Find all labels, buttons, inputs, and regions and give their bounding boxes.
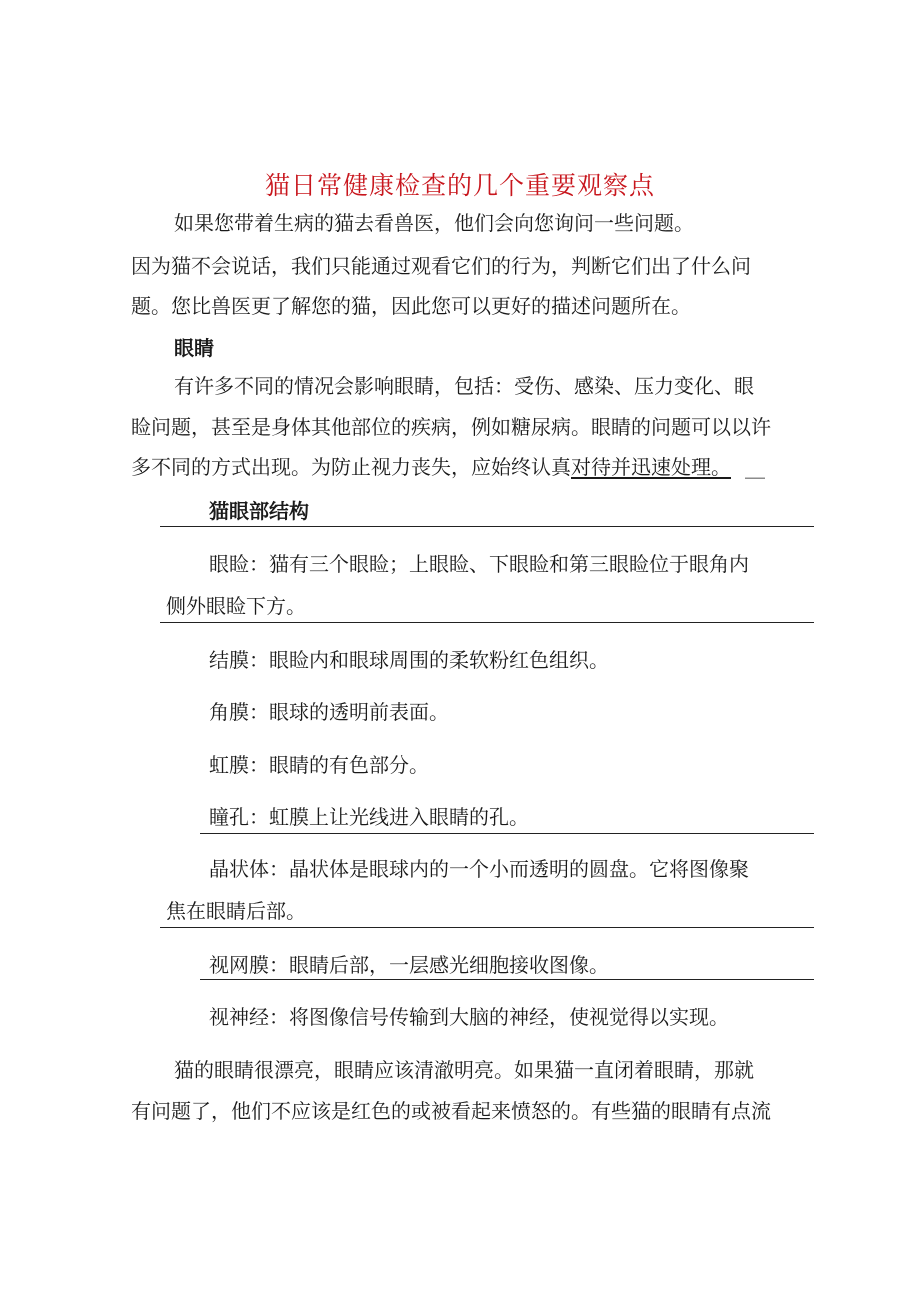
eyes-para-line-3 [131,453,765,481]
cornea-line: 角膜：眼球的透明前表面。 [209,700,449,724]
retina-line: 视网膜：眼睛后部，一层感光细胞接收图像。 [209,953,609,977]
table-rule [200,833,814,834]
eyes-para-line-3-text: 多不同的方式出现。为防止视力丧失，应始终认真 [131,455,571,479]
eyelid-line-2: 侧外眼睑下方。 [166,594,306,618]
table-rule [200,979,814,980]
table-rule [160,526,814,527]
closing-line-2: 有问题了，他们不应该是红色的或被看起来愤怒的。有些猫的眼睛有点流 [131,1099,771,1123]
conjunctiva-line: 结膜：眼睑内和眼球周围的柔软粉红色组织。 [209,648,609,672]
lens-line-1: 晶状体：晶状体是眼球内的一个小而透明的圆盘。它将图像聚 [209,857,749,881]
document-title: 猫日常健康检查的几个重要观察点 [264,171,655,200]
eyes-heading: 眼睛 [174,336,214,360]
eyes-para-line-1: 有许多不同的情况会影响眼睛，包括：受伤、感染、压力变化、眼 [174,374,754,398]
eyelid-line-1: 眼睑：猫有三个眼睑；上眼睑、下眼睑和第三眼睑位于眼角内 [209,552,749,576]
intro-line-2: 因为猫不会说话，我们只能通过观看它们的行为，判断它们出了什么问 [131,254,751,278]
structure-heading: 猫眼部结构 [209,499,309,523]
eyes-para-underlined-text: 对待并迅速处理。 [571,455,731,479]
closing-line-1: 猫的眼睛很漂亮，眼睛应该清澈明亮。如果猫一直闭着眼睛，那就 [174,1058,754,1082]
intro-line-1: 如果您带着生病的猫去看兽医，他们会向您询问一些问题。 [174,211,694,235]
table-rule [160,622,814,623]
lens-line-2: 焦在眼睛后部。 [166,899,306,923]
eyes-para-line-2: 睑问题，甚至是身体其他部位的疾病，例如糖尿病。眼睛的问题可以以许 [131,415,771,439]
optic-nerve-line: 视神经：将图像信号传输到大脑的神经，使视觉得以实现。 [209,1005,729,1029]
eyes-para-trailing-rule: __ [745,455,765,479]
intro-line-3: 题。您比兽医更了解您的猫，因此您可以更好的描述问题所在。 [131,294,691,318]
iris-line: 虹膜：眼睛的有色部分。 [209,753,429,777]
table-rule [160,927,814,928]
pupil-line: 瞳孔：虹膜上让光线进入眼睛的孔。 [209,805,529,829]
